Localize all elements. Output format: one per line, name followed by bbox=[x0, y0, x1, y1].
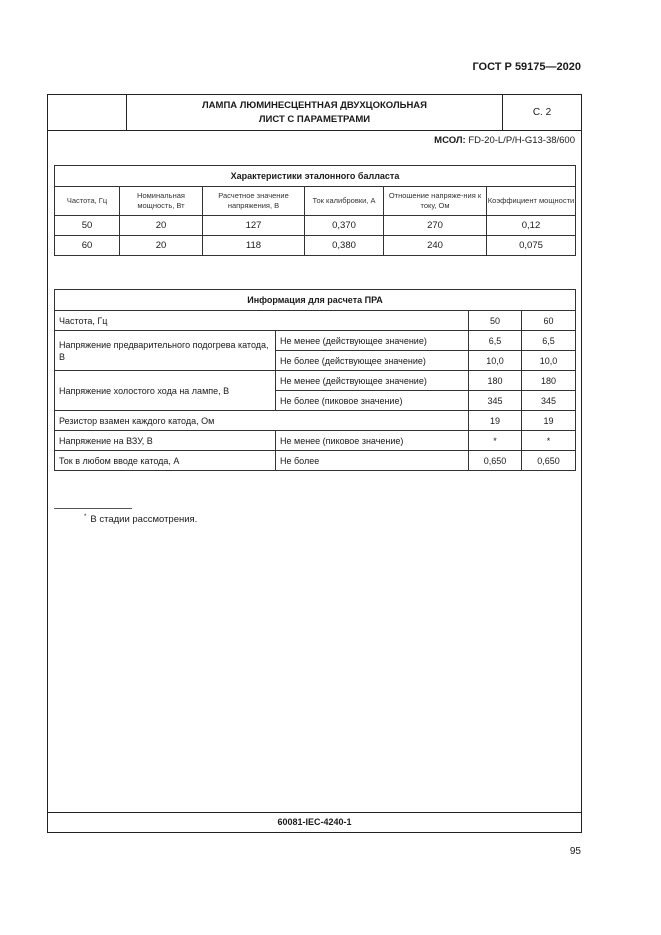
table-row bbox=[55, 216, 576, 236]
msol-value: FD-20-L/P/H-G13-38/600 bbox=[465, 135, 575, 146]
col-header-60hz: 60 bbox=[522, 311, 576, 331]
col-header-frequency: Частота, Гц bbox=[55, 187, 120, 216]
pra-table bbox=[54, 289, 576, 471]
footnote-divider bbox=[54, 508, 132, 509]
table-cell: * bbox=[469, 431, 522, 451]
row-label-frequency: Частота, Гц bbox=[55, 311, 469, 331]
footnote bbox=[84, 514, 197, 525]
sheet-code: 60081-IEC-4240-1 bbox=[277, 817, 352, 827]
sheet-page-label: С. 2 bbox=[532, 107, 552, 118]
table-cell: 0,650 bbox=[522, 451, 576, 471]
table-row bbox=[55, 431, 576, 451]
table-cell: 345 bbox=[469, 391, 522, 411]
table-cell: 10,0 bbox=[522, 351, 576, 371]
row-label-resistor: Резистор взамен каждого катода, Ом bbox=[55, 411, 469, 431]
table-cell: 50 bbox=[55, 216, 120, 236]
table-cell: 240 bbox=[384, 236, 487, 256]
table-cell: * bbox=[522, 431, 576, 451]
ballast-table bbox=[54, 165, 576, 256]
sheet-title-line1: ЛАМПА ЛЮМИНЕСЦЕНТНАЯ ДВУХЦОКОЛЬНАЯ bbox=[202, 100, 427, 111]
standard-number: ГОСТ Р 59175—2020 bbox=[472, 61, 581, 73]
footnote-text: В стадии рассмотрения. bbox=[90, 514, 198, 525]
condition-label: Не более (действующее значение) bbox=[276, 351, 469, 371]
col-header-50hz: 50 bbox=[469, 311, 522, 331]
col-header-current: Ток калибровки, А bbox=[305, 187, 384, 216]
footnote-mark: * bbox=[84, 514, 87, 520]
col-header-ratio: Отношение напряже-ния к току, Ом bbox=[384, 187, 487, 216]
row-label-cathode-current: Ток в любом вводе катода, А bbox=[55, 451, 276, 471]
msol-designation bbox=[434, 135, 575, 146]
sheet-frame bbox=[47, 94, 582, 833]
table-cell: 0,075 bbox=[487, 236, 576, 256]
table-cell: 20 bbox=[120, 216, 203, 236]
table-cell: 270 bbox=[384, 216, 487, 236]
condition-label: Не менее (действующее значение) bbox=[276, 371, 469, 391]
row-label-vzu-voltage: Напряжение на ВЗУ, В bbox=[55, 431, 276, 451]
page-number: 95 bbox=[569, 846, 581, 857]
table-cell: 19 bbox=[469, 411, 522, 431]
condition-label: Не более bbox=[276, 451, 469, 471]
table-cell: 6,5 bbox=[469, 331, 522, 351]
table-cell: 60 bbox=[55, 236, 120, 256]
table-cell: 10,0 bbox=[469, 351, 522, 371]
table-row bbox=[55, 331, 576, 351]
table-row bbox=[55, 371, 576, 391]
table-cell: 20 bbox=[120, 236, 203, 256]
table-cell: 345 bbox=[522, 391, 576, 411]
table-cell: 180 bbox=[469, 371, 522, 391]
row-label-open-circuit-voltage: Напряжение холостого хода на лампе, В bbox=[55, 371, 276, 411]
table-cell: 0,370 bbox=[305, 216, 384, 236]
table-cell: 6,5 bbox=[522, 331, 576, 351]
table-cell: 0,12 bbox=[487, 216, 576, 236]
pra-table-caption: Информация для расчета ПРА bbox=[55, 290, 576, 311]
col-header-power: Номинальная мощность, Вт bbox=[120, 187, 203, 216]
sheet-title-line2: ЛИСТ С ПАРАМЕТРАМИ bbox=[258, 114, 371, 125]
table-row bbox=[55, 236, 576, 256]
table-row bbox=[55, 411, 576, 431]
sheet-header bbox=[48, 95, 581, 131]
msol-label: МСОЛ: bbox=[434, 135, 466, 146]
ballast-table-caption: Характеристики эталонного балласта bbox=[55, 166, 576, 187]
col-header-voltage: Расчетное значение напряжения, В bbox=[203, 187, 305, 216]
table-cell: 0,650 bbox=[469, 451, 522, 471]
condition-label: Не менее (действующее значение) bbox=[276, 331, 469, 351]
row-label-preheat-voltage: Напряжение предварительного подогрева катода, В bbox=[55, 331, 276, 371]
table-row bbox=[55, 311, 576, 331]
table-row bbox=[55, 451, 576, 471]
col-header-power-factor: Коэффициент мощности bbox=[487, 187, 576, 216]
table-cell: 180 bbox=[522, 371, 576, 391]
footer-divider bbox=[48, 812, 581, 813]
table-cell: 118 bbox=[203, 236, 305, 256]
table-cell: 127 bbox=[203, 216, 305, 236]
table-cell: 0,380 bbox=[305, 236, 384, 256]
header-logo-cell bbox=[48, 95, 127, 130]
table-cell: 19 bbox=[522, 411, 576, 431]
condition-label: Не более (пиковое значение) bbox=[276, 391, 469, 411]
sheet-title bbox=[127, 95, 503, 130]
condition-label: Не менее (пиковое значение) bbox=[276, 431, 469, 451]
